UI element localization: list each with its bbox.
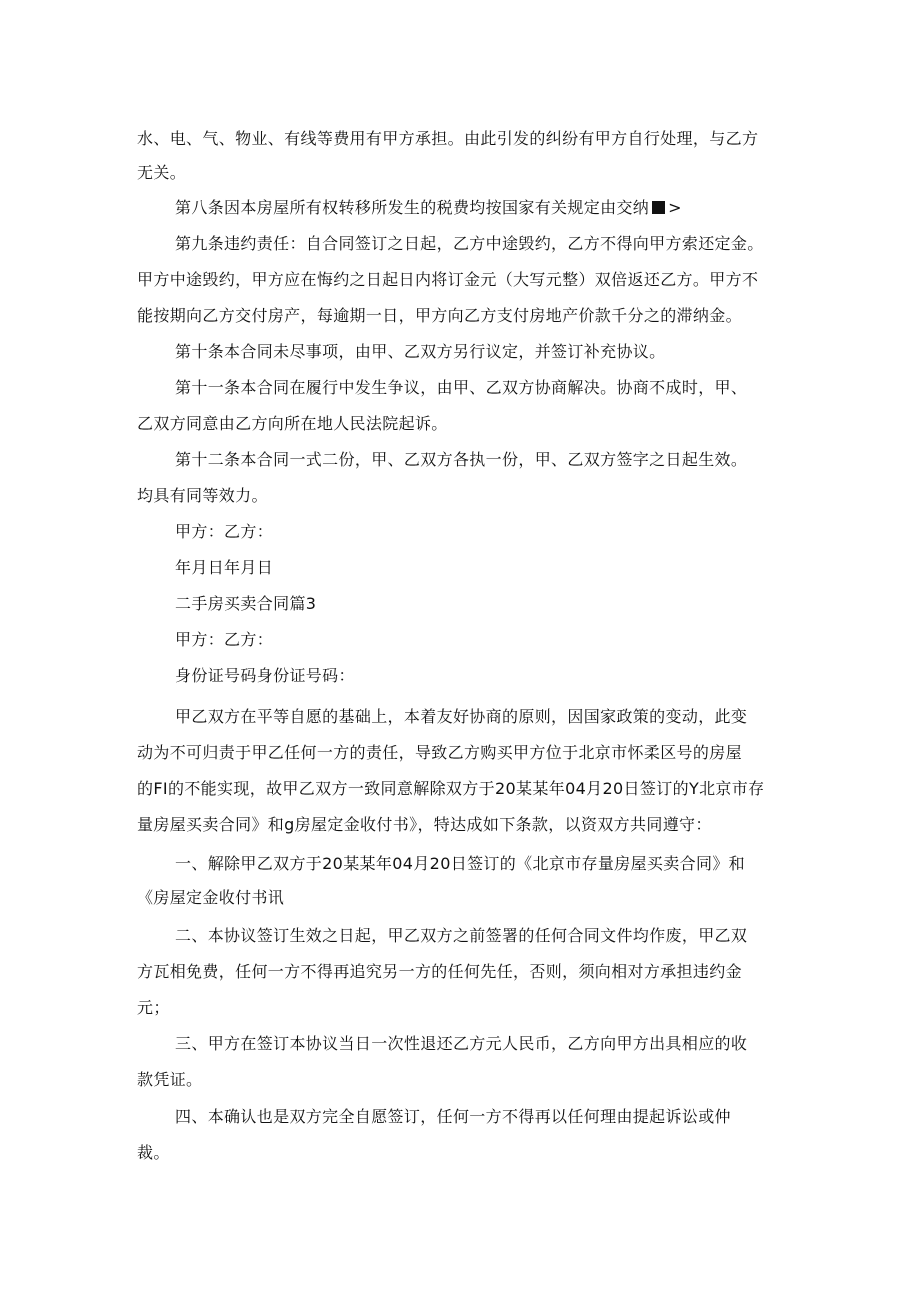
text-line: 一、解除甲乙双方于20某某年04月20日签订的《北京市存量房屋买卖合同》和: [175, 854, 746, 873]
text-line: 元；: [137, 998, 170, 1017]
text-line: 第九条违约责任：自合同签订之日起，乙方中途毁约，乙方不得向甲方索还定金。: [175, 234, 764, 253]
text-line: 量房屋买卖合同》和g房屋定金收付书》，特达成如下条款，以资双方共同遵守：: [137, 815, 712, 834]
text-line: 身份证号码身份证号码：: [175, 666, 355, 685]
section-heading: 二手房买卖合同篇3: [175, 594, 317, 613]
text-line: 款凭证。: [137, 1070, 203, 1089]
text-line: 甲方：乙方：: [175, 522, 274, 541]
text-line: 《房屋定金收付书讯: [137, 888, 285, 907]
text-line: 二、本协议签订生效之日起，甲乙双方之前签署的任何合同文件均作废，甲乙双: [175, 926, 748, 945]
text-line: 裁。: [137, 1143, 170, 1162]
text-line: 甲乙双方在平等自愿的基础上，本着友好协商的原则，因国家政策的变动，此变: [175, 707, 748, 726]
text-line: 的FI的不能实现，故甲乙双方一致同意解除双方于20某某年04月20日签订的Y北京市存: [137, 779, 765, 798]
text-line-content: 第八条因本房屋所有权转移所发生的税费均按国家有关规定由交纳: [175, 198, 650, 217]
text-line: 方瓦相免费，任何一方不得再追究另一方的任何先任，否则，须向相对方承担违约金: [137, 962, 742, 981]
text-line: 能按期向乙方交付房产，每逾期一日，甲方向乙方支付房地产价款千分之的滞纳金。: [137, 306, 742, 325]
text-line: 均具有同等效力。: [137, 486, 268, 505]
text-line: 动为不可归责于甲乙任何一方的责任，导致乙方购买甲方位于北京市怀柔区号的房屋: [137, 743, 742, 762]
text-line: 年月日年月日: [175, 558, 274, 577]
text-line: [175, 198, 682, 218]
redaction-square: [652, 201, 665, 214]
text-line: 四、本确认也是双方完全自愿签订，任何一方不得再以任何理由提起诉讼或仲: [175, 1107, 731, 1126]
text-line: 乙双方同意由乙方向所在地人民法院起诉。: [137, 414, 448, 433]
text-line: 甲方中途毁约，甲方应在悔约之日起日内将订金元（大写元整）双倍返还乙方。甲方不: [137, 270, 759, 289]
text-line: 第十条本合同未尽事项，由甲、乙双方另行议定，并签订补充协议。: [175, 342, 666, 361]
text-line: 水、电、气、物业、有线等费用有甲方承担。由此引发的纠纷有甲方自行处理，与乙方: [137, 129, 759, 148]
text-line: 甲方：乙方：: [175, 630, 274, 649]
text-line: 第十二条本合同一式二份，甲、乙双方各执一份，甲、乙双方签字之日起生效。: [175, 450, 748, 469]
text-line-tail: >: [668, 198, 682, 217]
text-line: 三、甲方在签订本协议当日一次性退还乙方元人民币，乙方向甲方出具相应的收: [175, 1034, 748, 1053]
text-line: 无关。: [137, 163, 187, 182]
text-line: 第十一条本合同在履行中发生争议，由甲、乙双方协商解决。协商不成时，甲、: [175, 378, 748, 397]
